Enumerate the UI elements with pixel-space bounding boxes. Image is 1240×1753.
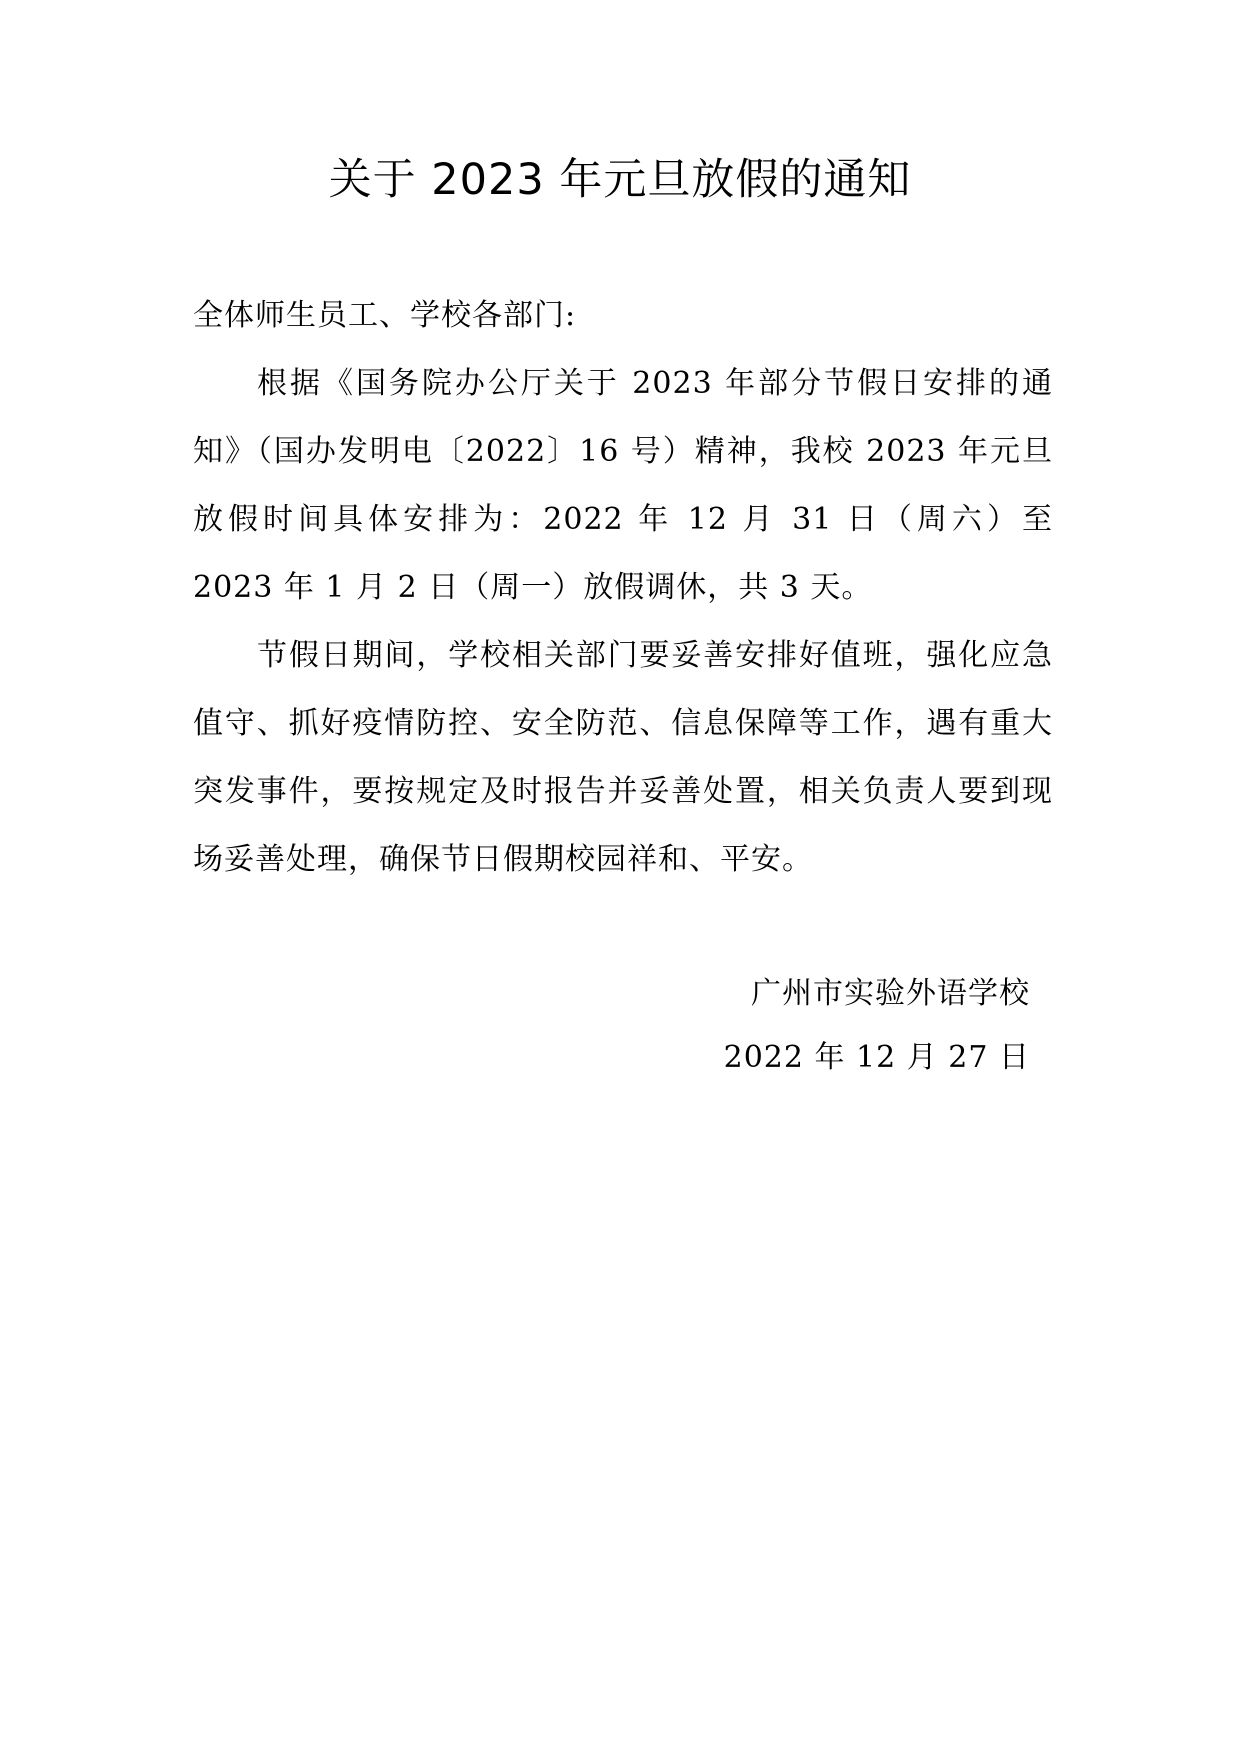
paragraph-holiday-schedule: 根据《国务院办公厅关于 2023 年部分节假日安排的通知》（国办发明电〔2022〕16 号）精神，我校 2023 年元旦放假时间具体安排为：2022 年 12 月 31 日（周六）至 2023 年 1 月 2 日（周一）放假调休，共 3 天。 <box>193 366 1053 605</box>
salutation: 全体师生员工、学校各部门: <box>193 298 577 333</box>
paragraph-duty-requirements: 节假日期间，学校相关部门要妥善安排好值班，强化应急值守、抓好疫情防控、安全防范、信息保障等工作，遇有重大突发事件，要按规定及时报告并妥善处置，相关负责人要到现场妥善处理，确保节日假期校园祥和、平安。 <box>193 638 1053 877</box>
document-title: 关于 2023 年元旦放假的通知 <box>328 155 912 205</box>
signature-organization: 广州市实验外语学校 <box>751 976 1030 1011</box>
signature-date: 2022 年 12 月 27 日 <box>723 1040 1030 1075</box>
